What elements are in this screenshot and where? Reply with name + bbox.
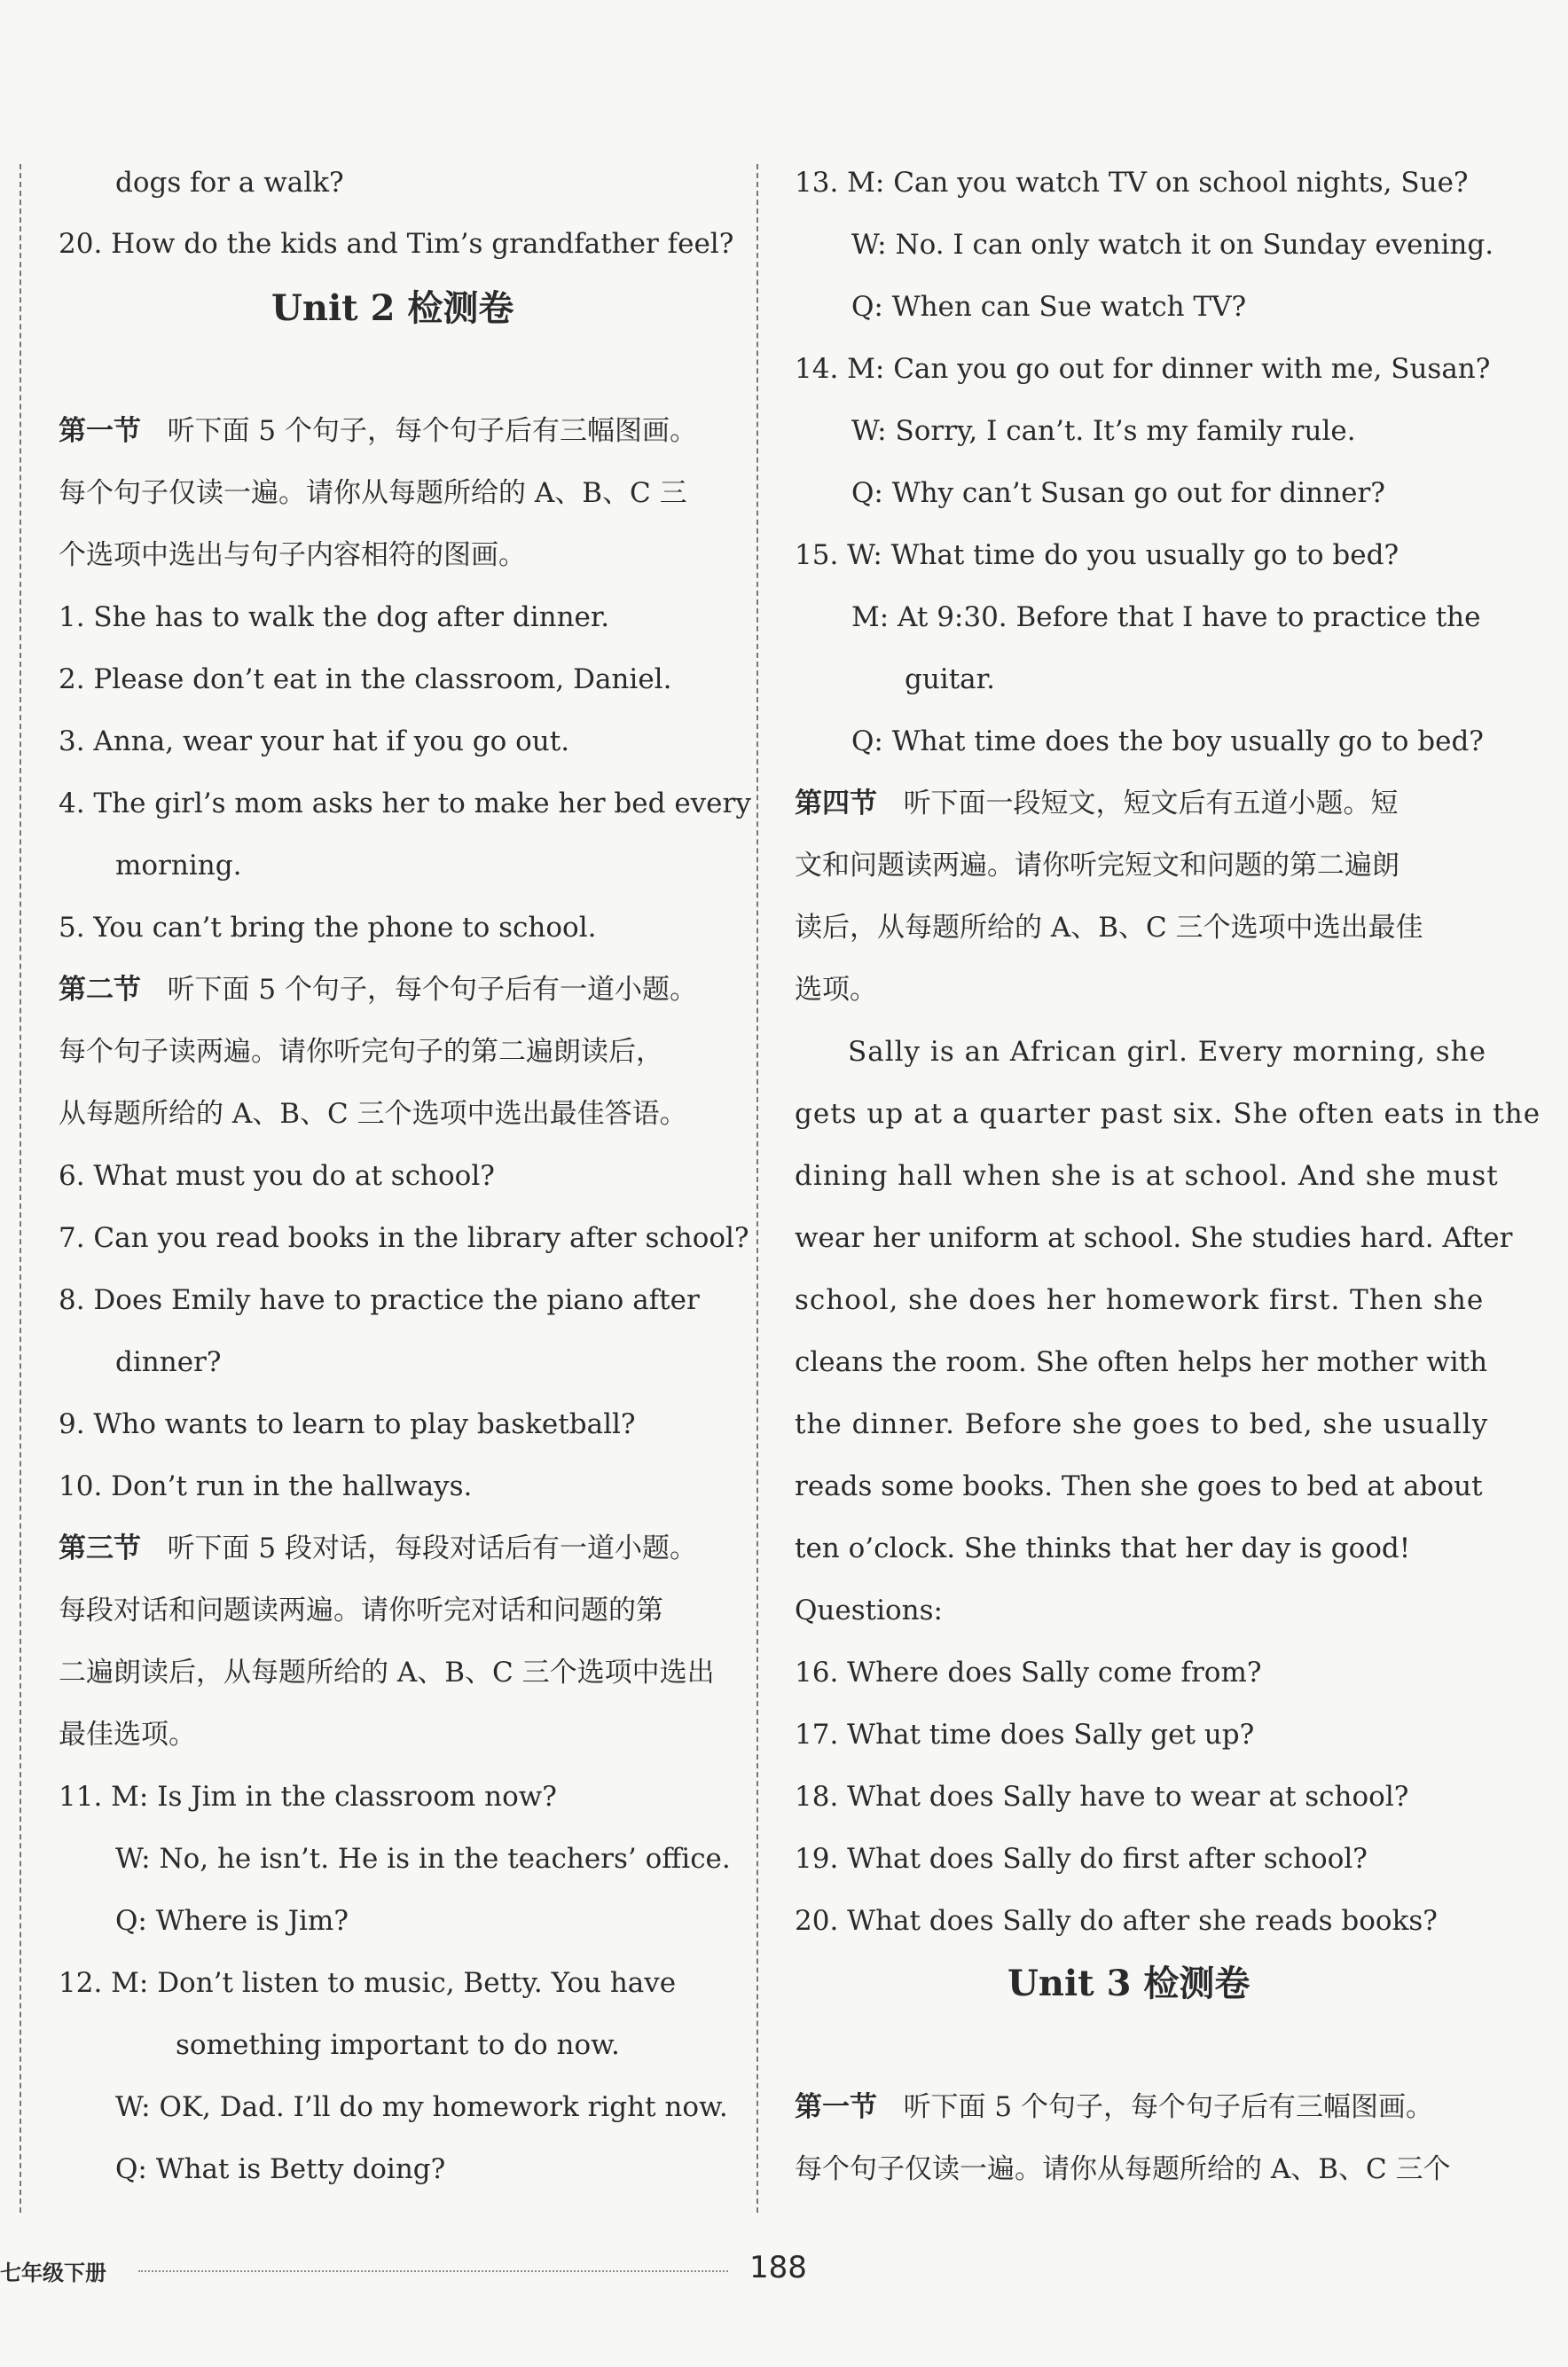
question-line: 18. What does Sally have to wear at school?: [795, 1781, 1409, 1813]
question-line: 2. Please don’t eat in the classroom, Daniel.: [59, 663, 672, 695]
question-line: 8. Does Emily have to practice the piano after: [59, 1284, 700, 1316]
dialogue-line: 11. M: Is Jim in the classroom now?: [59, 1781, 557, 1813]
text-line: 最佳选项。: [59, 1719, 196, 1751]
text-line: 文和问题读两遍。请你听完短文和问题的第二遍朗: [795, 850, 1399, 882]
passage-line: Sally is an African girl. Every morning, she: [848, 1036, 1486, 1068]
text-line: 个选项中选出与句子内容相符的图画。: [59, 539, 526, 571]
passage-line: dining hall when she is at school. And she must: [795, 1160, 1499, 1192]
unit-3-section-1-intro: 第一节 听下面 5 个句子，每个句子后有三幅图画。: [795, 2091, 1433, 2123]
question-line: 3. Anna, wear your hat if you go out.: [59, 725, 570, 757]
text-line: dinner?: [115, 1346, 222, 1378]
section-4-intro: 第四节 听下面一段短文，短文后有五道小题。短: [795, 788, 1399, 819]
dialogue-line: Q: What is Betty doing?: [115, 2153, 446, 2185]
question-line: 1. She has to walk the dog after dinner.: [59, 601, 610, 633]
text-line: morning.: [115, 850, 242, 882]
dialogue-line: Q: When can Sue watch TV?: [851, 291, 1247, 323]
section-3-intro: 第三节 听下面 5 段对话，每段对话后有一道小题。: [59, 1532, 697, 1564]
questions-label: Questions:: [795, 1595, 943, 1626]
question-line: 10. Don’t run in the hallways.: [59, 1470, 473, 1502]
binding-cut-line-left: [20, 164, 21, 2213]
section-label: 第二节: [59, 974, 141, 1006]
dialogue-line: W: No, he isn’t. He is in the teachers’ office.: [115, 1843, 731, 1875]
passage-line: the dinner. Before she goes to bed, she usually: [795, 1408, 1489, 1440]
dialogue-line: Q: Why can’t Susan go out for dinner?: [851, 477, 1385, 509]
passage-line: school, she does her homework first. Then she: [795, 1284, 1485, 1316]
footer-dotted-rule: [138, 2270, 728, 2272]
grade-label: 七年级下册: [0, 2261, 106, 2285]
dialogue-line: 14. M: Can you go out for dinner with me, Susan?: [795, 353, 1491, 385]
dialogue-line: something important to do now.: [176, 2029, 620, 2061]
dialogue-line: Q: Where is Jim?: [115, 1905, 349, 1937]
question-line: 9. Who wants to learn to play basketball?: [59, 1408, 636, 1440]
dialogue-line: 12. M: Don’t listen to music, Betty. You have: [59, 1967, 677, 1999]
question-line: 5. You can’t bring the phone to school.: [59, 912, 597, 944]
text-line: 从每题所给的 A、B、C 三个选项中选出最佳答语。: [59, 1098, 687, 1130]
section-2-intro: 第二节 听下面 5 个句子，每个句子后有一道小题。: [59, 974, 697, 1006]
text-line: 选项。: [795, 974, 877, 1006]
passage-line: gets up at a quarter past six. She often eats in the: [795, 1098, 1541, 1130]
question-line: 16. Where does Sally come from?: [795, 1657, 1262, 1689]
text-line: dogs for a walk?: [115, 167, 344, 199]
question-line: 20. What does Sally do after she reads books?: [795, 1905, 1438, 1937]
dialogue-line: guitar.: [905, 663, 995, 695]
unit-3-heading: Unit 3 检测卷: [1007, 1963, 1250, 2004]
section-label: 第四节: [795, 788, 877, 819]
dialogue-line: W: Sorry, I can’t. It’s my family rule.: [851, 415, 1356, 447]
text-line: 每个句子仅读一遍。请你从每题所给的 A、B、C 三: [59, 477, 687, 509]
question-20-line: 20. How do the kids and Tim’s grandfather feel?: [59, 228, 734, 260]
dialogue-line: W: OK, Dad. I’ll do my homework right now.: [115, 2091, 728, 2123]
text-line: 每个句子读两遍。请你听完句子的第二遍朗读后，: [59, 1036, 663, 1068]
question-line: 17. What time does Sally get up?: [795, 1719, 1255, 1751]
dialogue-line: 15. W: What time do you usually go to bed?: [795, 539, 1399, 571]
question-line: 19. What does Sally do first after school?: [795, 1843, 1368, 1875]
section-label: 第一节: [59, 415, 141, 447]
text-line: 每段对话和问题读两遍。请你听完对话和问题的第: [59, 1595, 663, 1626]
text-line: 二遍朗读后，从每题所给的 A、B、C 三个选项中选出: [59, 1657, 715, 1689]
binding-cut-line-middle: [757, 164, 758, 2213]
section-1-intro: 第一节 听下面 5 个句子，每个句子后有三幅图画。: [59, 415, 697, 447]
question-line: 6. What must you do at school?: [59, 1160, 495, 1192]
passage-line: reads some books. Then she goes to bed at about: [795, 1470, 1483, 1502]
passage-line: ten o’clock. She thinks that her day is good!: [795, 1532, 1411, 1564]
text-line: 读后，从每题所给的 A、B、C 三个选项中选出最佳: [795, 912, 1423, 944]
question-line: 7. Can you read books in the library after school?: [59, 1222, 749, 1254]
passage-line: wear her uniform at school. She studies hard. After: [795, 1222, 1513, 1254]
dialogue-line: Q: What time does the boy usually go to bed?: [851, 725, 1484, 757]
dialogue-line: 13. M: Can you watch TV on school nights, Sue?: [795, 167, 1469, 199]
question-line: 4. The girl’s mom asks her to make her bed every: [59, 788, 751, 819]
dialogue-line: M: At 9:30. Before that I have to practice the: [851, 601, 1481, 633]
section-label: 第三节: [59, 1532, 141, 1564]
text-line: 每个句子仅读一遍。请你从每题所给的 A、B、C 三个: [795, 2153, 1451, 2185]
dialogue-line: W: No. I can only watch it on Sunday evening.: [851, 229, 1494, 261]
section-label: 第一节: [795, 2091, 877, 2123]
passage-line: cleans the room. She often helps her mother with: [795, 1346, 1488, 1378]
unit-2-heading: Unit 2 检测卷: [271, 287, 514, 329]
page-number: 188: [749, 2250, 807, 2285]
